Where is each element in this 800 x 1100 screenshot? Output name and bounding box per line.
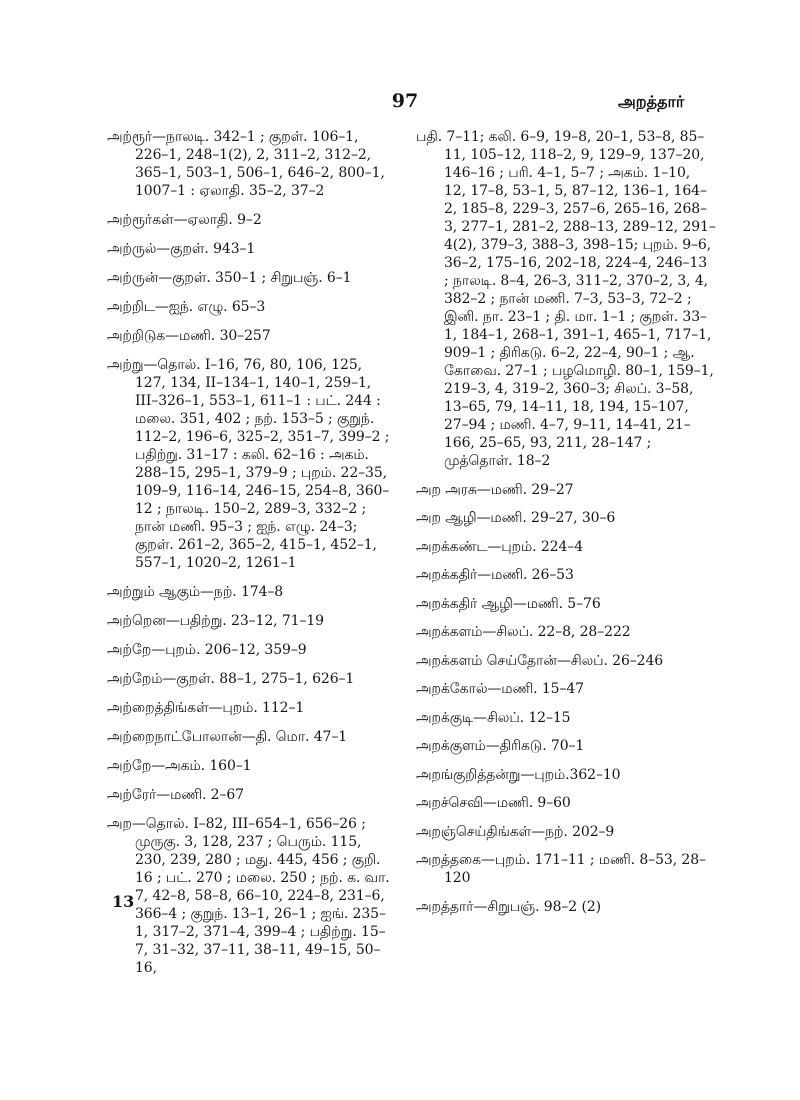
index-entry: அற்றே—அகம். 160–1 [107, 758, 252, 774]
index-entry: அற—தொல். I–82, III–654–1, 656–26 ; முருகு. 3, 128, 237 ; பெரும். 115, 230, 239, 280 ; மது. 445, 456 ; குறி. 16 ; பட். 270 ; மலை. 250 ; நற். க. வா. 7, 42–8, 58–8, 66–10, 224–8, 231–6, 366–4 ; குறுந். 13–1, 26–1 ; ஐங். 235–1, 317–2, 371–4, 399–4 ; பதிற்று. 15–7, 31–32, 37–11, 38–11, 49–15, 50–16, [107, 816, 390, 976]
index-entry: அற்ருல்—குறள். 943–1 [107, 241, 256, 257]
index-entry: அற்ருன்—குறள். 350–1 ; சிறுபஞ். 6–1 [107, 270, 352, 286]
index-entry: அறக்குடி—சிலப். 12–15 [416, 709, 571, 726]
index-entry: அற்றென—பதிற்று. 23–12, 71–19 [107, 613, 324, 629]
index-entry: அற்றிட—ஐந். எழு. 65–3 [107, 299, 266, 315]
page-number: 97 [391, 90, 419, 112]
index-entry: அற்று—தொல். I–16, 76, 80, 106, 125, 127, 134, II–134–1, 140–1, 259–1, III–326–1, 553–1, 611–1 : பட். 244 : மலை. 351, 402 ; நற். 153–5 ; குறுந். 112–2, 196–6, 325–2, 351–7, 399–2 ; பதிற்று. 31–17 : கலி. 62–16 : அகம். 288–15, 295–1, 379–9 ; புறம். 22–35, 109–9, 116–14, 246–15, 254–8, 360–12 ; நாலடி. 150–2, 289–3, 332–2 ; நான் மணி. 95–3 ; ஐந். எழு. 24–3; குறள். 261–2, 365–2, 415–1, 452–1, 557–1, 1020–2, 1261–1 [107, 357, 390, 571]
index-entry: அறங்குறித்தன்று—புறம்.362–10 [416, 766, 621, 783]
index-entry: அற்ரூர்கள்—ஏலாதி. 9–2 [107, 212, 262, 228]
index-entry: அறத்தார்—சிறுபஞ். 98–2 (2) [416, 898, 601, 915]
index-entry: அற்றேம்—குறள். 88–1, 275–1, 626–1 [107, 671, 355, 687]
index-entry: அற்றே—புறம். 206–12, 359–9 [107, 642, 307, 658]
index-entry: அற்றைநாட்போலான்—தி. மொ. 47–1 [107, 729, 348, 745]
index-entry: அறக்கதிர்—மணி. 26–53 [416, 567, 574, 583]
index-entry: அறக்கண்ட—புறம். 224–4 [416, 538, 583, 555]
index-entry: அற்றிடுக—மணி. 30–257 [107, 328, 271, 344]
index-entry: அறக்குளம்—திரிகடு. 70–1 [416, 738, 585, 754]
index-entry: அறக்களம்—சிலப். 22–8, 28–222 [416, 624, 631, 640]
index-entry: அறத்தகை—புறம். 171–11 ; மணி. 8–53, 28–120 [416, 852, 706, 886]
index-entry: அற்ரேர்—மணி. 2–67 [107, 787, 244, 803]
index-entry: அறஞ்செய்திங்கள்—நற். 202–9 [416, 823, 615, 840]
index-entry: அற ஆழி—மணி. 29–27, 30–6 [416, 510, 616, 526]
index-entry: அறக்கோல்—மணி. 15–47 [416, 681, 584, 697]
right-column [416, 128, 716, 926]
signature-mark: 13 [112, 892, 135, 911]
running-head: அறத்தார் [618, 92, 685, 111]
index-entry: அறக்களம் செய்தோன்—சிலப். 26–246 [416, 652, 664, 669]
index-entry: அற்றைத்திங்கள்—புறம். 112–1 [107, 700, 305, 716]
left-column [107, 128, 392, 988]
index-entry: அறக்கதிர் ஆழி—மணி. 5–76 [416, 595, 601, 612]
index-entry: அற்ரூர்—நாலடி. 342–1 ; குறள். 106–1, 226–1, 248–1(2), 2, 311–2, 312–2, 365–1, 503–1, 506–1, 646–2, 800–1, 1007–1 : ஏலாதி. 35–2, 37–2 [107, 129, 385, 199]
index-entry: அறச்செவி—மணி. 9–60 [416, 795, 571, 811]
index-entry: அற அரசு—மணி. 29–27 [416, 481, 574, 498]
index-entry: அற்றும் ஆகும்—நற். 174–8 [107, 584, 284, 600]
index-entry: பதி. 7–11; கலி. 6–9, 19–8, 20–1, 53–8, 85–11, 105–12, 118–2, 9, 129–9, 137–20, 146–16 ; பரி. 4–1, 5–7 ; அகம். 1–10, 12, 17–8, 53–1, 5, 87–12, 136–1, 164–2, 185–8, 229–3, 257–6, 265–16, 268–3, 277–1, 281–2, 288–13, 289–12, 291–4(2), 379–3, 388–3, 398–15; புறம். 9–6, 36–2, 175–16, 202–18, 224–4, 246–13 ; நாலடி. 8–4, 26–3, 311–2, 370–2, 3, 4, 382–2 ; நான் மணி. 7–3, 53–3, 72–2 ; இனி. நா. 23–1 ; தி. மா. 1–1 ; குறள். 33–1, 184–1, 268–1, 391–1, 465–1, 717–1, 909–1 ; திரிகடு. 6–2, 22–4, 90–1 ; ஆ. கோவை. 27–1 ; பழமொழி. 80–1, 159–1, 219–3, 4, 319–2, 360–3; சிலப். 3–58, 13–65, 79, 14–11, 18, 194, 15–107, 27–94 ; மணி. 4–7, 9–11, 14–41, 21–166, 25–65, 93, 211, 28–147 ; முத்தொள். 18–2 [416, 129, 716, 469]
